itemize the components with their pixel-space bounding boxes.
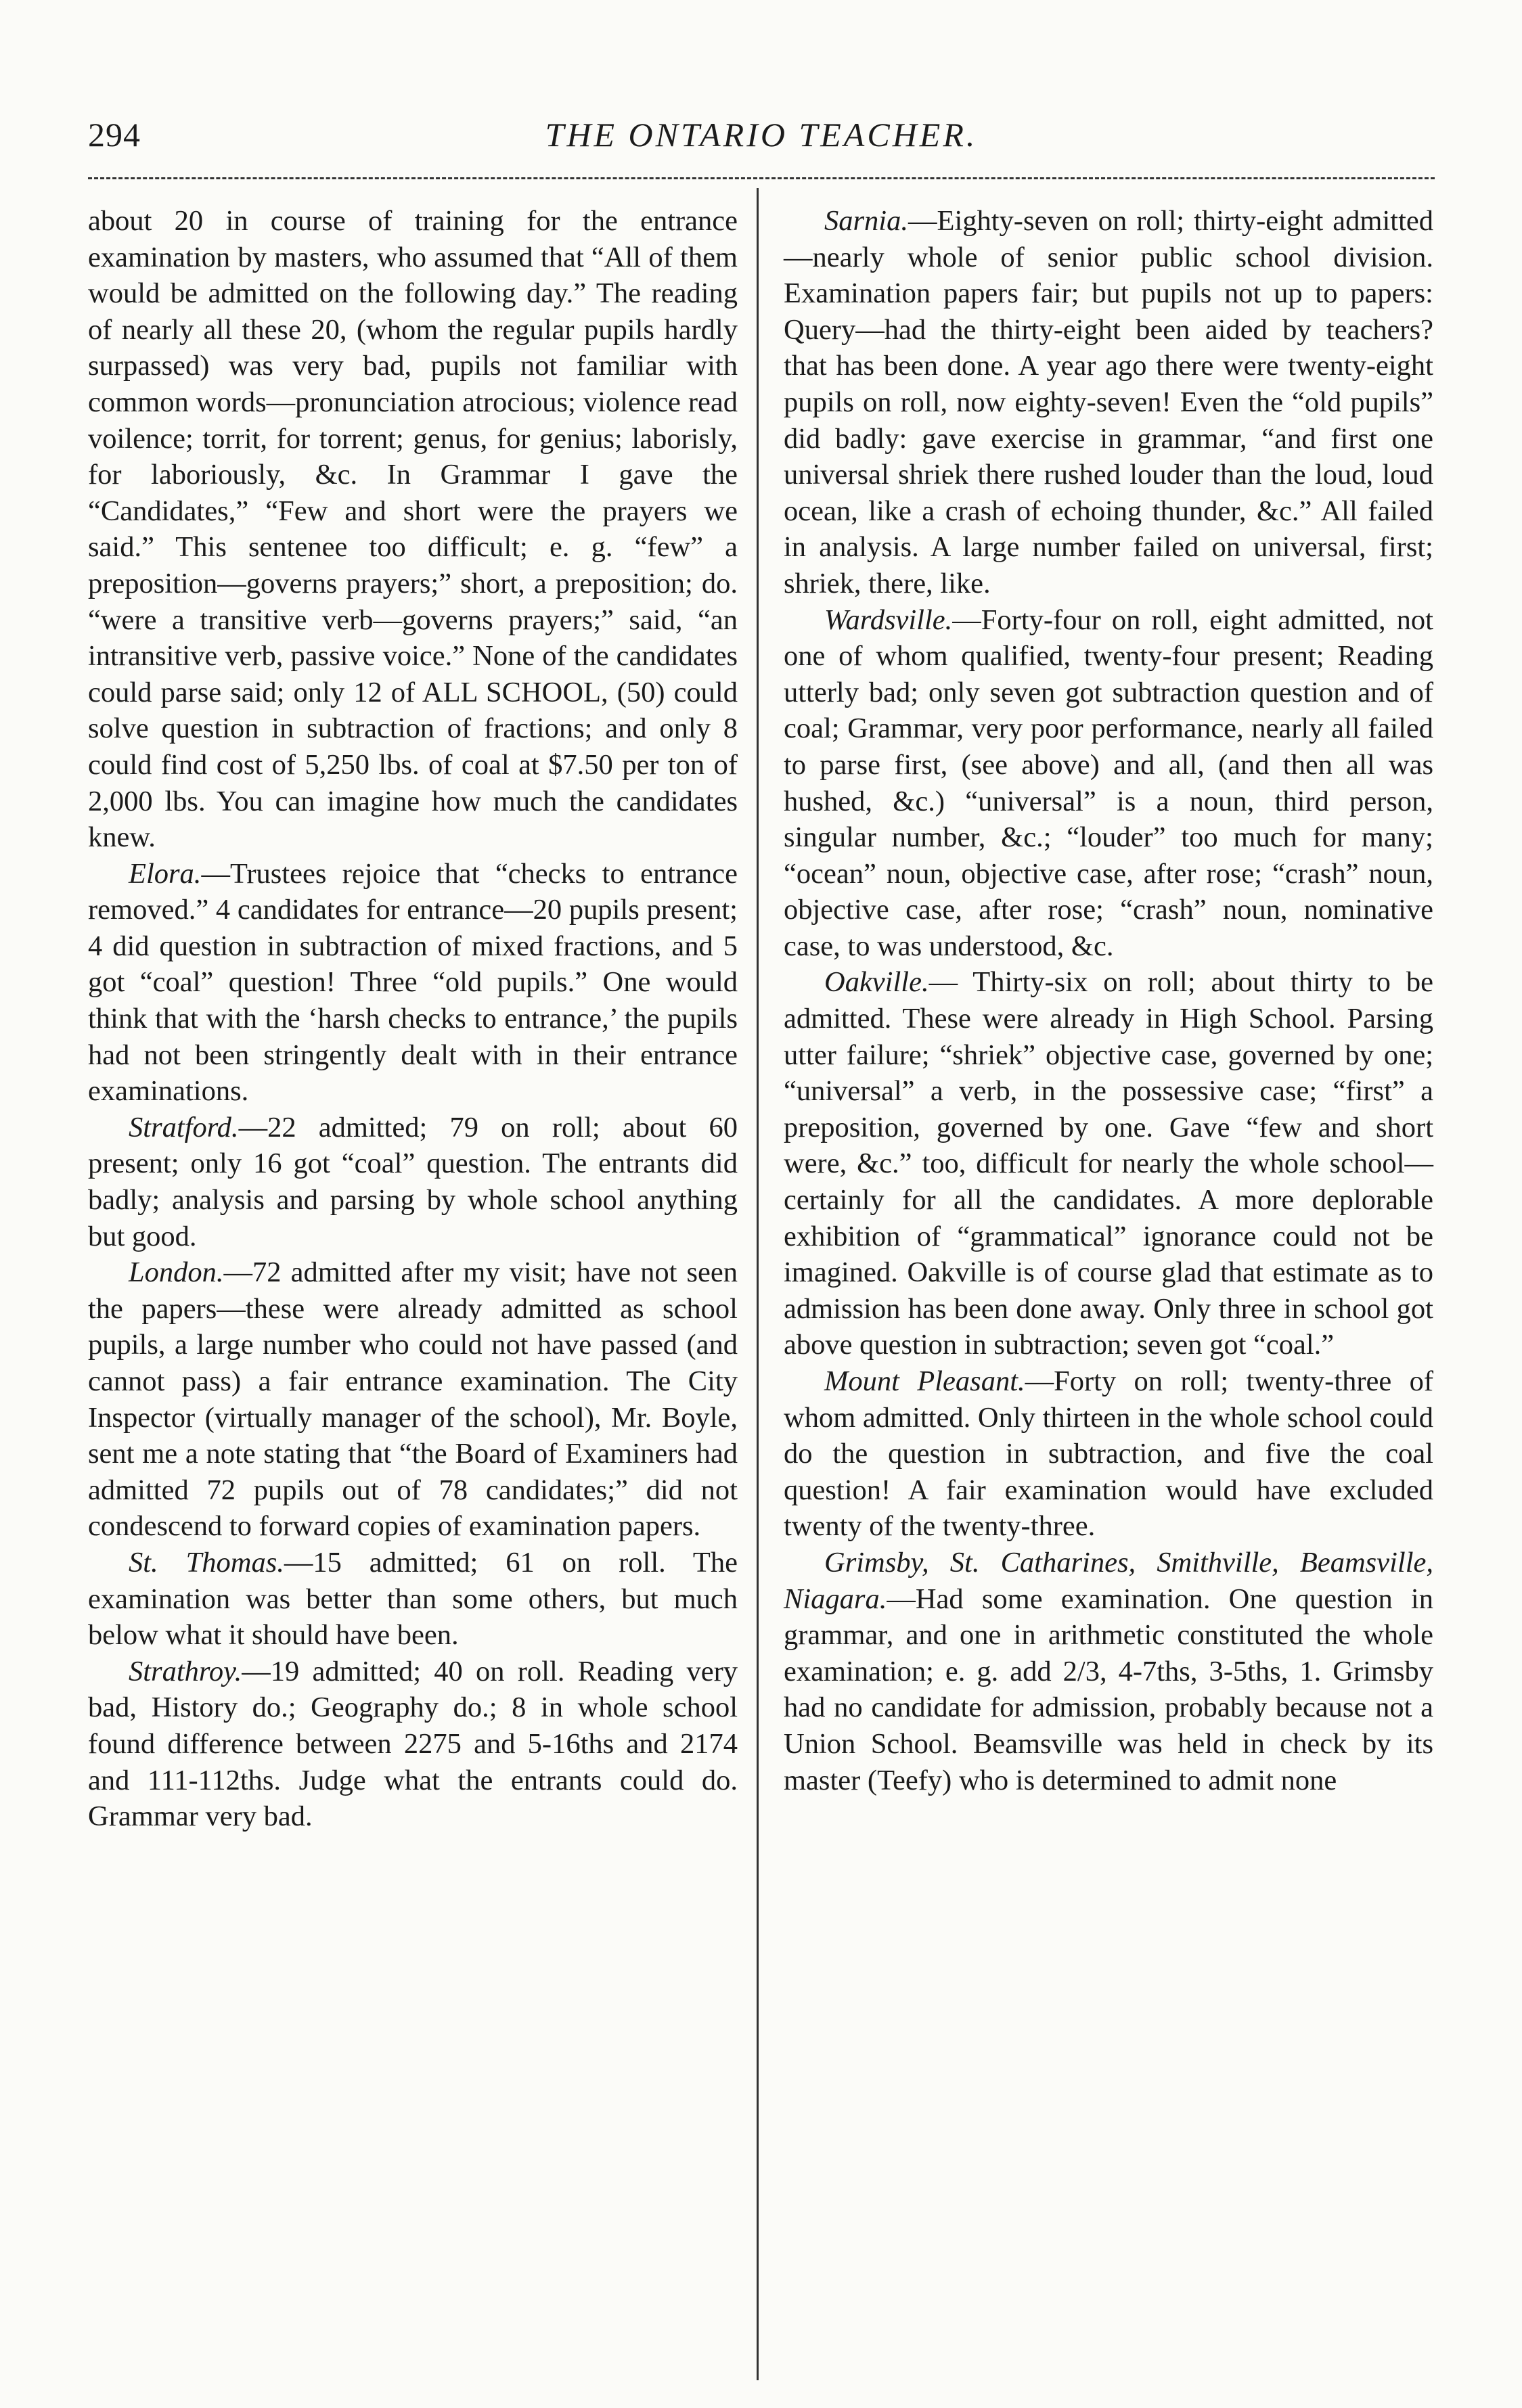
place-name: Oakville. bbox=[824, 966, 929, 999]
place-name: Sarnia. bbox=[824, 205, 908, 237]
paragraph bbox=[88, 1254, 738, 1545]
place-name: London. bbox=[129, 1256, 224, 1289]
paragraph bbox=[88, 1110, 738, 1254]
paragraph bbox=[88, 1654, 738, 1835]
place-name: Mount Pleasant. bbox=[824, 1365, 1025, 1397]
paragraph-text: —Eighty-seven on roll; thirty-eight admitted—nearly whole of senior public school division. Examination papers fair; but pupils not up to papers: Query—had the thirty-eight been aided by teachers? that has been done. A year ago there were twenty-eight pupils on roll, now eighty-seven! Even the “old pupils” did badly: gave exercise in grammar, “and first one universal shriek there rushed louder than the loud, loud ocean, like a crash of echoing thunder, &c.” All failed in analysis. A large number failed on universal, first; shriek, there, like. bbox=[784, 205, 1433, 599]
paragraph-text: —Had some examination. One question in grammar, and one in arithmetic constituted the whole examination; e. g. add 2/3, 4-7ths, 3-5ths, 1. Grimsby had no candidate for admission, probably because not a Union School. Beamsville was held in check by its master (Teefy) who is determined to admit none bbox=[784, 1583, 1433, 1796]
paragraph bbox=[88, 203, 738, 856]
paragraph bbox=[88, 856, 738, 1110]
place-name: Wardsville. bbox=[824, 604, 953, 636]
left-column bbox=[88, 203, 738, 1835]
paragraph-text: —19 admitted; 40 on roll. Reading very bad, History do.; Geography do.; 8 in whole school found difference between 2275 and 5-16ths and 2174 and 111-112ths. Judge what the entrants could do. Grammar very bad. bbox=[88, 1655, 738, 1833]
header-rule bbox=[88, 177, 1435, 179]
paragraph-text: —Forty-four on roll, eight admitted, not one of whom qualified, twenty-four present; Reading utterly bad; only seven got subtraction question and of coal; Grammar, very poor performance, nearly all failed to parse first, (see above) and all, (and then all was hushed, &c.) “universal” is a noun, third person, singular number, &c.; “louder” too much for many; “ocean” noun, objective case, after rose; “crash” noun, objective case, after rose; “crash” noun, nominative case, to was understood, &c. bbox=[784, 604, 1433, 962]
paragraph bbox=[784, 964, 1433, 1363]
paragraph bbox=[784, 1363, 1433, 1545]
paragraph-text: —22 admitted; 79 on roll; about 60 present; only 16 got “coal” question. The entrants did badly; analysis and parsing by whole school anything but good. bbox=[88, 1111, 738, 1252]
place-name: Strathroy. bbox=[129, 1655, 242, 1687]
place-name: Stratford. bbox=[129, 1111, 239, 1143]
paragraph bbox=[784, 203, 1433, 602]
place-name: Elora. bbox=[129, 857, 202, 890]
paragraph bbox=[88, 1545, 738, 1654]
paragraph-text: —15 admitted; 61 on roll. The examination was better than some others, but much below what it should have been. bbox=[88, 1546, 738, 1652]
place-name: St. Thomas. bbox=[129, 1546, 284, 1578]
running-title: THE ONTARIO TEACHER. bbox=[545, 116, 978, 154]
paragraph-text: —Trustees rejoice that “checks to entrance removed.” 4 candidates for entrance—20 pupils present; 4 did question in subtraction of mixed fractions, and 5 got “coal” question! Three “old pupils.” One would think that with the ‘harsh checks to entrance,’ the pupils had not been stringently dealt with in their entrance examinations. bbox=[88, 857, 738, 1108]
column-divider bbox=[757, 188, 759, 2380]
place-name: Grimsby, St. Catharines, Smithville, Beamsville, Niagara. bbox=[784, 1546, 1433, 1615]
right-column bbox=[784, 203, 1433, 1798]
paragraph-text: — Thirty-six on roll; about thirty to be admitted. These were already in High School. Parsing utter failure; “shriek” objective case, governed by one; “universal” a verb, in the possessive case; “first” a preposition, governed by one. Gave “few and short were, &c.” too, difficult for nearly the whole school—certainly for all the candidates. A more deplorable exhibition of “grammatical” ignorance could not be imagined. Oakville is of course glad that estimate as to admission has been done away. Only three in school got above question in subtraction; seven got “coal.” bbox=[784, 966, 1433, 1361]
paragraph-text: —Forty on roll; twenty-three of whom admitted. Only thirteen in the whole school could do the question in subtraction, and five the coal question! A fair examination would have excluded twenty of the twenty-three. bbox=[784, 1365, 1433, 1543]
paragraph-text: —72 admitted after my visit; have not seen the papers—these were already admitted as school pupils, a large number who could not have passed (and cannot pass) a fair entrance examination. The City Inspector (virtually manager of the school), Mr. Boyle, sent me a note stating that “the Board of Examiners had admitted 72 pupils out of 78 candidates;” did not condescend to forward copies of examination papers. bbox=[88, 1256, 738, 1543]
page-header bbox=[88, 115, 1435, 169]
page-number: 294 bbox=[88, 116, 141, 154]
paragraph-text: about 20 in course of training for the entrance examination by masters, who assumed that “All of them would be admitted on the following day.” The reading of nearly all these 20, (whom the regular pupils hardly surpassed) was very bad, pupils not familiar with common words—pronunciation atrocious; violence read voilence; torrit, for torrent; genus, for genius; laborisly, for laboriously, &c. In Grammar I gave the “Candidates,” “Few and short were the prayers we said.” This sentenee too difficult; e. g. “few” a preposition—governs prayers;” short, a preposition; do. “were a transitive verb—governs prayers;” said, “an intransitive verb, passive voice.” None of the candidates could parse said; only 12 of ALL SCHOOL, (50) could solve question in subtraction of fractions; and only 8 could find cost of 5,250 lbs. of coal at $7.50 per ton of 2,000 lbs. You can imagine how much the candidates knew. bbox=[88, 205, 738, 854]
paragraph bbox=[784, 1545, 1433, 1798]
paragraph bbox=[784, 602, 1433, 965]
